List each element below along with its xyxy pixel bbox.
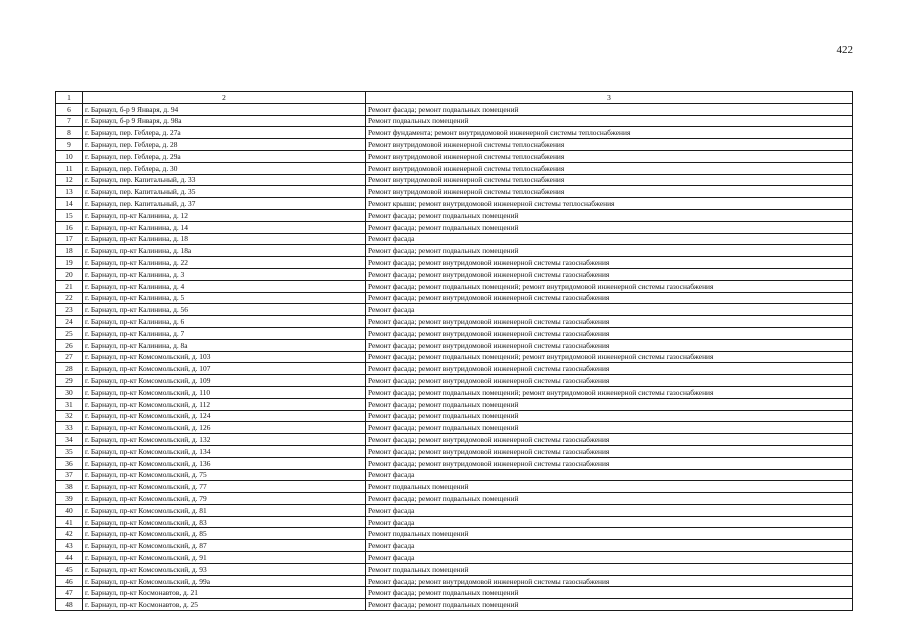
address-cell: г. Барнаул, пр-кт Калинина, д. 8а <box>83 339 366 351</box>
address-cell: г. Барнаул, пр-кт Комсомольский, д. 79 <box>83 493 366 505</box>
table-row <box>56 599 853 611</box>
row-number-cell: 10 <box>56 150 83 162</box>
works-cell: Ремонт крыши; ремонт внутридомовой инженерной системы теплоснабжения <box>366 198 853 210</box>
row-number-cell: 31 <box>56 398 83 410</box>
table-row <box>56 162 853 174</box>
address-cell: г. Барнаул, пр-кт Калинина, д. 14 <box>83 221 366 233</box>
row-number-cell: 7 <box>56 115 83 127</box>
table-body <box>56 92 853 611</box>
table-row <box>56 457 853 469</box>
works-cell: Ремонт фасада <box>366 516 853 528</box>
row-number-cell: 18 <box>56 245 83 257</box>
works-cell: Ремонт фасада <box>366 504 853 516</box>
works-cell: Ремонт фасада; ремонт подвальных помещений; ремонт внутридомовой инженерной системы газоснабжения <box>366 280 853 292</box>
table-row <box>56 410 853 422</box>
address-cell: г. Барнаул, пр-кт Комсомольский, д. 93 <box>83 563 366 575</box>
works-cell: Ремонт фасада; ремонт внутридомовой инженерной системы газоснабжения <box>366 327 853 339</box>
address-cell: г. Барнаул, пр-кт Калинина, д. 56 <box>83 304 366 316</box>
works-cell: Ремонт фасада; ремонт внутридомовой инженерной системы газоснабжения <box>366 339 853 351</box>
address-cell: г. Барнаул, пр-кт Космонавтов, д. 25 <box>83 599 366 611</box>
row-number-cell: 9 <box>56 139 83 151</box>
works-cell: Ремонт фасада; ремонт подвальных помещений <box>366 103 853 115</box>
works-cell: Ремонт фасада; ремонт внутридомовой инженерной системы газоснабжения <box>366 257 853 269</box>
address-cell: г. Барнаул, пер. Геблера, д. 29а <box>83 150 366 162</box>
works-cell: Ремонт фасада <box>366 233 853 245</box>
row-number-cell: 6 <box>56 103 83 115</box>
address-cell: г. Барнаул, пр-кт Калинина, д. 4 <box>83 280 366 292</box>
address-cell: г. Барнаул, пр-кт Калинина, д. 18а <box>83 245 366 257</box>
address-cell: г. Барнаул, пер. Капитальный, д. 33 <box>83 174 366 186</box>
works-cell: Ремонт фасада; ремонт внутридомовой инженерной системы газоснабжения <box>366 445 853 457</box>
works-cell: Ремонт фасада; ремонт подвальных помещений <box>366 493 853 505</box>
table-row <box>56 504 853 516</box>
address-cell: г. Барнаул, пр-кт Комсомольский, д. 110 <box>83 386 366 398</box>
address-cell: г. Барнаул, пр-кт Калинина, д. 6 <box>83 316 366 328</box>
table-row <box>56 268 853 280</box>
table-row <box>56 587 853 599</box>
table-row <box>56 469 853 481</box>
works-cell: Ремонт фасада; ремонт подвальных помещений <box>366 410 853 422</box>
row-number-cell: 12 <box>56 174 83 186</box>
address-cell: г. Барнаул, пр-кт Комсомольский, д. 85 <box>83 528 366 540</box>
works-cell: Ремонт фасада; ремонт подвальных помещений; ремонт внутридомовой инженерной системы газоснабжения <box>366 351 853 363</box>
address-cell: г. Барнаул, пр-кт Космонавтов, д. 21 <box>83 587 366 599</box>
address-cell: г. Барнаул, пр-кт Калинина, д. 22 <box>83 257 366 269</box>
address-cell: г. Барнаул, пр-кт Комсомольский, д. 132 <box>83 434 366 446</box>
row-number-cell: 38 <box>56 481 83 493</box>
table-row <box>56 363 853 375</box>
address-cell: г. Барнаул, пер. Геблера, д. 27а <box>83 127 366 139</box>
address-cell: г. Барнаул, пер. Капитальный, д. 35 <box>83 186 366 198</box>
table-row <box>56 186 853 198</box>
works-cell: Ремонт фасада; ремонт подвальных помещений <box>366 599 853 611</box>
row-number-cell: 36 <box>56 457 83 469</box>
row-number-cell: 48 <box>56 599 83 611</box>
header-cell-number: 1 <box>56 92 83 104</box>
address-cell: г. Барнаул, пр-кт Комсомольский, д. 81 <box>83 504 366 516</box>
row-number-cell: 43 <box>56 540 83 552</box>
address-cell: г. Барнаул, пер. Геблера, д. 30 <box>83 162 366 174</box>
address-cell: г. Барнаул, пр-кт Комсомольский, д. 112 <box>83 398 366 410</box>
table-row <box>56 434 853 446</box>
address-cell: г. Барнаул, б-р 9 Января, д. 98а <box>83 115 366 127</box>
works-cell: Ремонт фасада; ремонт подвальных помещений <box>366 209 853 221</box>
row-number-cell: 14 <box>56 198 83 210</box>
row-number-cell: 20 <box>56 268 83 280</box>
address-cell: г. Барнаул, пр-кт Калинина, д. 5 <box>83 292 366 304</box>
table-row <box>56 115 853 127</box>
address-cell: г. Барнаул, пр-кт Комсомольский, д. 109 <box>83 375 366 387</box>
address-cell: г. Барнаул, пр-кт Комсомольский, д. 124 <box>83 410 366 422</box>
table-row <box>56 233 853 245</box>
address-cell: г. Барнаул, пр-кт Комсомольский, д. 103 <box>83 351 366 363</box>
table-row <box>56 386 853 398</box>
works-cell: Ремонт фасада; ремонт подвальных помещений <box>366 245 853 257</box>
table-row <box>56 221 853 233</box>
table-row <box>56 575 853 587</box>
table-row <box>56 516 853 528</box>
row-number-cell: 42 <box>56 528 83 540</box>
address-cell: г. Барнаул, пер. Капитальный, д. 37 <box>83 198 366 210</box>
row-number-cell: 22 <box>56 292 83 304</box>
table-row <box>56 316 853 328</box>
address-cell: г. Барнаул, пр-кт Комсомольский, д. 77 <box>83 481 366 493</box>
works-cell: Ремонт фасада <box>366 469 853 481</box>
works-cell: Ремонт фасада; ремонт подвальных помещений <box>366 422 853 434</box>
works-cell: Ремонт фасада; ремонт внутридомовой инженерной системы газоснабжения <box>366 316 853 328</box>
row-number-cell: 39 <box>56 493 83 505</box>
row-number-cell: 37 <box>56 469 83 481</box>
address-cell: г. Барнаул, б-р 9 Января, д. 94 <box>83 103 366 115</box>
address-cell: г. Барнаул, пер. Геблера, д. 28 <box>83 139 366 151</box>
table-header-row <box>56 92 853 104</box>
table-row <box>56 304 853 316</box>
works-cell: Ремонт фасада <box>366 304 853 316</box>
table-row <box>56 540 853 552</box>
row-number-cell: 45 <box>56 563 83 575</box>
table-row <box>56 139 853 151</box>
address-cell: г. Барнаул, пр-кт Комсомольский, д. 126 <box>83 422 366 434</box>
table-row <box>56 445 853 457</box>
table-row <box>56 528 853 540</box>
row-number-cell: 21 <box>56 280 83 292</box>
table-row <box>56 103 853 115</box>
works-cell: Ремонт внутридомовой инженерной системы теплоснабжения <box>366 186 853 198</box>
works-cell: Ремонт подвальных помещений <box>366 563 853 575</box>
works-cell: Ремонт фасада <box>366 552 853 564</box>
table-row <box>56 127 853 139</box>
address-cell: г. Барнаул, пр-кт Комсомольский, д. 87 <box>83 540 366 552</box>
table-row <box>56 198 853 210</box>
row-number-cell: 41 <box>56 516 83 528</box>
row-number-cell: 16 <box>56 221 83 233</box>
table-row <box>56 209 853 221</box>
table-row <box>56 481 853 493</box>
table-row <box>56 174 853 186</box>
row-number-cell: 29 <box>56 375 83 387</box>
works-cell: Ремонт фасада; ремонт подвальных помещений <box>366 221 853 233</box>
repair-table <box>55 91 853 611</box>
table-row <box>56 339 853 351</box>
table-row <box>56 563 853 575</box>
row-number-cell: 47 <box>56 587 83 599</box>
works-cell: Ремонт фасада; ремонт подвальных помещений <box>366 398 853 410</box>
row-number-cell: 23 <box>56 304 83 316</box>
row-number-cell: 24 <box>56 316 83 328</box>
works-cell: Ремонт внутридомовой инженерной системы теплоснабжения <box>366 174 853 186</box>
header-cell-address: 2 <box>83 92 366 104</box>
page-number: 422 <box>836 44 853 56</box>
works-cell: Ремонт фундамента; ремонт внутридомовой инженерной системы теплоснабжения <box>366 127 853 139</box>
table-row <box>56 257 853 269</box>
table-row <box>56 280 853 292</box>
table-row <box>56 493 853 505</box>
works-cell: Ремонт фасада; ремонт подвальных помещений <box>366 587 853 599</box>
works-cell: Ремонт фасада; ремонт внутридомовой инженерной системы газоснабжения <box>366 375 853 387</box>
works-cell: Ремонт внутридомовой инженерной системы теплоснабжения <box>366 162 853 174</box>
row-number-cell: 46 <box>56 575 83 587</box>
row-number-cell: 26 <box>56 339 83 351</box>
works-cell: Ремонт фасада; ремонт внутридомовой инженерной системы газоснабжения <box>366 292 853 304</box>
works-cell: Ремонт фасада; ремонт внутридомовой инженерной системы газоснабжения <box>366 268 853 280</box>
header-cell-works: 3 <box>366 92 853 104</box>
works-cell: Ремонт внутридомовой инженерной системы теплоснабжения <box>366 150 853 162</box>
row-number-cell: 27 <box>56 351 83 363</box>
row-number-cell: 33 <box>56 422 83 434</box>
row-number-cell: 32 <box>56 410 83 422</box>
address-cell: г. Барнаул, пр-кт Калинина, д. 18 <box>83 233 366 245</box>
works-cell: Ремонт фасада <box>366 540 853 552</box>
address-cell: г. Барнаул, пр-кт Комсомольский, д. 83 <box>83 516 366 528</box>
table-row <box>56 292 853 304</box>
row-number-cell: 13 <box>56 186 83 198</box>
address-cell: г. Барнаул, пр-кт Комсомольский, д. 99а <box>83 575 366 587</box>
row-number-cell: 30 <box>56 386 83 398</box>
works-cell: Ремонт подвальных помещений <box>366 528 853 540</box>
works-cell: Ремонт фасада; ремонт внутридомовой инженерной системы газоснабжения <box>366 434 853 446</box>
address-cell: г. Барнаул, пр-кт Комсомольский, д. 107 <box>83 363 366 375</box>
row-number-cell: 8 <box>56 127 83 139</box>
table-row <box>56 422 853 434</box>
row-number-cell: 11 <box>56 162 83 174</box>
table-row <box>56 150 853 162</box>
address-cell: г. Барнаул, пр-кт Комсомольский, д. 75 <box>83 469 366 481</box>
address-cell: г. Барнаул, пр-кт Калинина, д. 7 <box>83 327 366 339</box>
row-number-cell: 40 <box>56 504 83 516</box>
table-row <box>56 245 853 257</box>
works-cell: Ремонт фасада; ремонт внутридомовой инженерной системы газоснабжения <box>366 575 853 587</box>
address-cell: г. Барнаул, пр-кт Комсомольский, д. 136 <box>83 457 366 469</box>
row-number-cell: 17 <box>56 233 83 245</box>
address-cell: г. Барнаул, пр-кт Калинина, д. 3 <box>83 268 366 280</box>
row-number-cell: 44 <box>56 552 83 564</box>
row-number-cell: 25 <box>56 327 83 339</box>
row-number-cell: 19 <box>56 257 83 269</box>
works-cell: Ремонт фасада; ремонт внутридомовой инженерной системы газоснабжения <box>366 363 853 375</box>
works-cell: Ремонт фасада; ремонт подвальных помещений; ремонт внутридомовой инженерной системы газоснабжения <box>366 386 853 398</box>
address-cell: г. Барнаул, пр-кт Комсомольский, д. 91 <box>83 552 366 564</box>
table-row <box>56 327 853 339</box>
works-cell: Ремонт подвальных помещений <box>366 481 853 493</box>
address-cell: г. Барнаул, пр-кт Комсомольский, д. 134 <box>83 445 366 457</box>
works-cell: Ремонт внутридомовой инженерной системы теплоснабжения <box>366 139 853 151</box>
table-row <box>56 552 853 564</box>
table-row <box>56 375 853 387</box>
table-row <box>56 351 853 363</box>
works-cell: Ремонт подвальных помещений <box>366 115 853 127</box>
table-row <box>56 398 853 410</box>
row-number-cell: 35 <box>56 445 83 457</box>
row-number-cell: 15 <box>56 209 83 221</box>
row-number-cell: 28 <box>56 363 83 375</box>
works-cell: Ремонт фасада; ремонт внутридомовой инженерной системы газоснабжения <box>366 457 853 469</box>
row-number-cell: 34 <box>56 434 83 446</box>
address-cell: г. Барнаул, пр-кт Калинина, д. 12 <box>83 209 366 221</box>
